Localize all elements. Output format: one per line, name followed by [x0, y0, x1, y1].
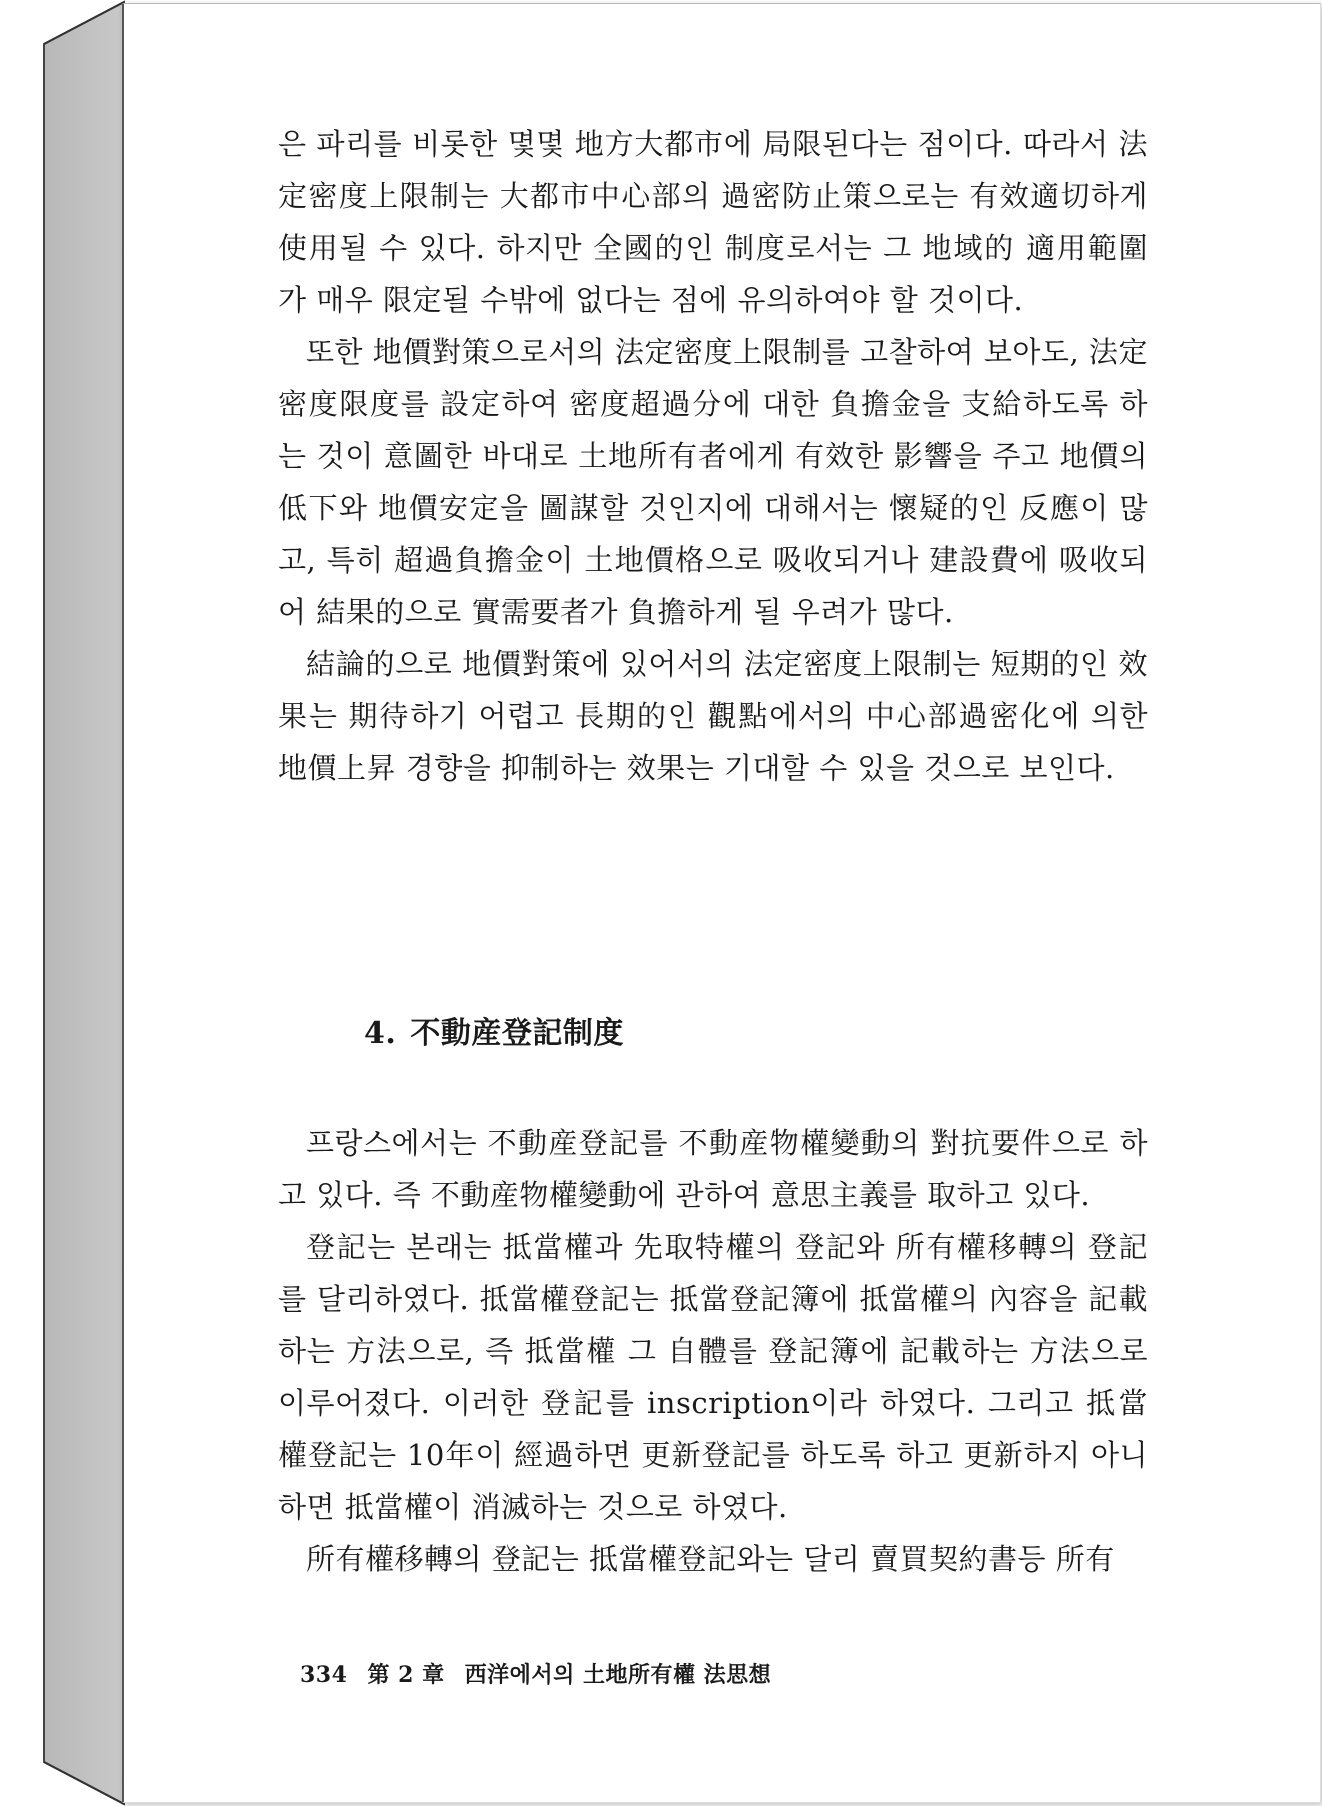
body-text-lower	[278, 1117, 1148, 1585]
body-text-upper	[278, 118, 1148, 794]
page-number: 334	[300, 1662, 348, 1688]
paragraph-conclusion: 結論的으로 地價對策에 있어서의 法定密度上限制는 短期的인 效果는 期待하기 어렵고 長期的인 觀點에서의 中心部過密化에 의한 地價上昇 경향을 抑制하는 效果는 기대할 수 있을 것으로 보인다.	[278, 647, 1148, 785]
paragraph-land-price-policy: 또한 地價對策으로서의 法定密度上限制를 고찰하여 보아도, 法定密度限度를 設定하여 密度超過分에 대한 負擔金을 支給하도록 하는 것이 意圖한 바대로 土地所有者에게 有效한 影響을 주고 地價의 低下와 地價安定을 圖謀할 것인지에 대해서는 懷疑的인 反應이 많고, 특히 超過負擔金이 土地價格으로 吸收되거나 建設費에 吸收되어 結果的으로 實需要者가 負擔하게 될 우려가 많다.	[278, 335, 1148, 629]
section-title: 不動産登記制度	[410, 1016, 624, 1051]
paragraph-mortgage-registration: 登記는 본래는 抵當權과 先取特權의 登記와 所有權移轉의 登記를 달리하였다. 抵當權登記는 抵當登記簿에 抵當權의 內容을 記載하는 方法으로, 즉 抵當權 그 自體를 登記簿에 記載하는 方法으로 이루어졌다. 이러한 登記를 inscription이라 하였다. 그리고 抵當權登記는 10年이 經過하면 更新登記를 하도록 하고 更新하지 아니하면 抵當權이 消滅하는 것으로 하였다.	[278, 1230, 1148, 1524]
section-number: 4.	[364, 1016, 397, 1051]
paragraph-registration-intro: 프랑스에서는 不動産登記를 不動産物權變動의 對抗要件으로 하고 있다. 즉 不動産物權變動에 관하여 意思主義를 取하고 있다.	[278, 1126, 1148, 1212]
book-spine-graphic	[0, 0, 130, 1806]
page-footer	[300, 1658, 791, 1689]
chapter-label: 第 2 章	[367, 1662, 445, 1688]
paragraph-continuation: 은 파리를 비롯한 몇몇 地方大都市에 局限된다는 점이다. 따라서 法定密度上限制는 大都市中心部의 過密防止策으로는 有效適切하게 使用될 수 있다. 하지만 全國的인 制度로서는 그 地域的 適用範圍가 매우 限定될 수밖에 없다는 점에 유의하여야 할 것이다.	[278, 127, 1148, 317]
section-heading	[364, 1008, 624, 1052]
paragraph-ownership-transfer: 所有權移轉의 登記는 抵當權登記와는 달리 賣買契約書등 所有	[306, 1542, 1115, 1576]
chapter-title: 西洋에서의 土地所有權 法思想	[464, 1662, 772, 1688]
